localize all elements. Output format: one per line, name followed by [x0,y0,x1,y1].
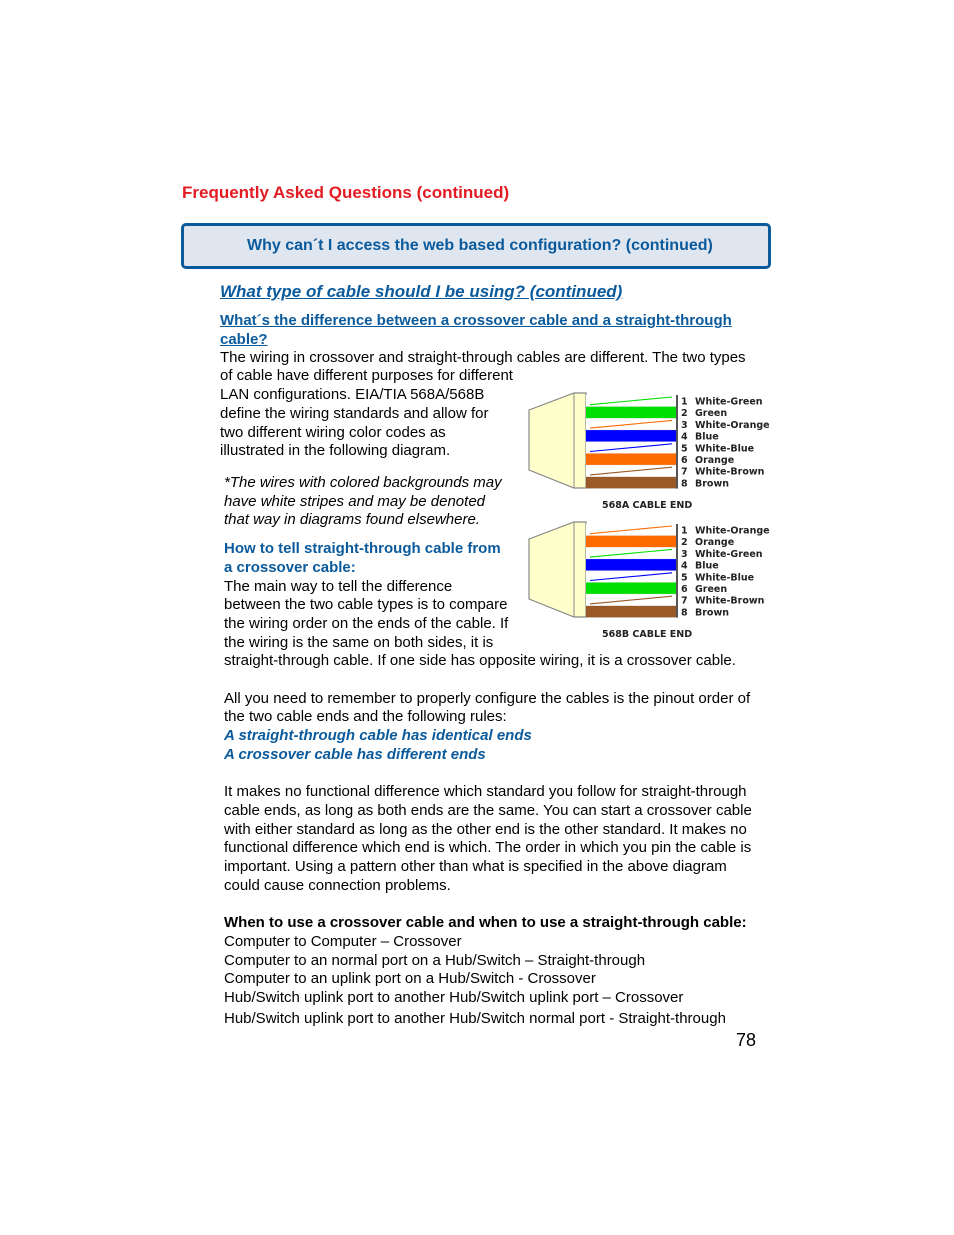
connector-housing [529,522,586,617]
question-heading: What´s the difference between a crossover cable and a straight-through cable? [220,312,732,348]
pin-label: White-Brown [695,466,765,478]
when-to-use-item: Hub/Switch uplink port to another Hub/Switch uplink port – Crossover [224,989,684,1006]
pin-number: 3 [681,419,688,431]
rule-crossover: A crossover cable has different ends [224,746,486,763]
intro-line: LAN configurations. EIA/TIA 568A/568B [220,386,485,403]
pin-number: 5 [681,572,688,584]
note-line: have white stripes and may be denoted [224,493,485,510]
pin-number: 4 [681,431,688,443]
wire-2 [586,536,676,548]
how-to-line: The main way to tell the difference [224,578,453,595]
rule-straight-through: A straight-through cable has identical ends [224,727,532,744]
difference-line: important. Using a pattern other than what is specified in the above diagram [224,858,727,875]
when-to-use-item: Computer to an normal port on a Hub/Switch – Straight-through [224,952,646,969]
how-to-line: the wiring is the same on both sides, it is [224,634,494,651]
pin-number: 7 [681,466,688,478]
568a-cable-end [529,393,770,511]
pin-number: 1 [681,396,688,408]
pin-label: White-Green [695,396,763,408]
pin-number: 6 [681,584,688,595]
how-to-line: between the two cable types is to compare [224,596,508,613]
when-to-use-title: When to use a crossover cable and when to use a straight-through cable: [224,914,747,931]
difference-line: It makes no functional difference which standard you follow for straight-through [224,783,747,800]
pin-number: 7 [681,595,688,607]
wire-2 [586,407,676,419]
pin-number: 8 [681,478,688,490]
pin-label: Blue [695,560,719,572]
pin-number: 4 [681,560,688,572]
pin-number: 5 [681,443,688,455]
wire-4 [586,430,676,442]
pin-label: Brown [695,607,729,619]
pin-number: 8 [681,607,688,619]
page-number: 78 [736,1030,757,1050]
remember-line: the two cable ends and the following rules: [224,708,507,725]
note-line: that way in diagrams found elsewhere. [224,511,480,528]
wire-6 [586,454,676,466]
pin-number: 6 [681,455,688,466]
wire-8 [586,606,676,618]
intro-line: define the wiring standards and allow for [220,405,489,422]
when-to-use-item: Computer to Computer – Crossover [224,933,462,950]
faq-subheading: What type of cable should I be using? (continued) [220,282,623,301]
pin-label: White-Blue [695,443,755,455]
intro-line: of cable have different purposes for different [220,367,513,384]
pin-number: 3 [681,548,688,560]
pin-label: Orange [695,455,735,466]
intro-line: two different wiring color codes as [220,424,446,441]
pin-label: White-Orange [695,525,770,537]
when-to-use-item: Computer to an uplink port on a Hub/Switch - Crossover [224,970,596,987]
how-to-line: straight-through cable. If one side has opposite wiring, it is a crossover cable. [224,652,736,669]
pin-label: White-Green [695,548,763,560]
how-to-line: the wiring order on the ends of the cable. If [224,615,509,632]
pin-number: 2 [681,408,688,420]
568b-cable-end [529,522,770,640]
faq-banner [181,223,771,269]
difference-line: with either standard as long as the other end is the other standard. It makes no [224,821,747,838]
intro-line: illustrated in the following diagram. [220,442,451,459]
pin-label: White-Brown [695,595,765,607]
note-line: *The wires with colored backgrounds may [224,474,502,491]
difference-line: cable ends, as long as both ends are the same. You can start a crossover cable [224,802,752,819]
pin-label: Orange [695,537,735,549]
remember-line: All you need to remember to properly configure the cables is the pinout order of [224,690,751,707]
568a-caption: 568A CABLE END [602,500,693,511]
wire-4 [586,559,676,571]
pin-number: 1 [681,525,688,537]
cable-wiring-diagram [526,388,771,644]
section-title: Frequently Asked Questions (continued) [182,183,510,202]
pin-label: Green [695,408,728,420]
pin-number: 2 [681,537,688,549]
how-to-title: a crossover cable: [224,559,356,576]
intro-line: The wiring in crossover and straight-through cables are different. The two types [220,349,746,366]
pin-label: Blue [695,431,719,443]
when-to-use-item: Hub/Switch uplink port to another Hub/Switch normal port - Straight-through [224,1010,726,1027]
wire-8 [586,477,676,489]
banner-title: Why can´t I access the web based configuration? (continued) [247,237,713,254]
difference-line: could cause connection problems. [224,877,451,894]
pin-label: Brown [695,478,729,490]
how-to-title: How to tell straight-through cable from [224,540,501,557]
pin-label: White-Blue [695,572,755,584]
pin-label: Green [695,584,728,595]
wire-6 [586,583,676,595]
difference-line: functional difference which end is which. The order in which you pin the cable is [224,839,752,856]
568b-caption: 568B CABLE END [602,629,693,640]
pin-label: White-Orange [695,419,770,431]
connector-housing [529,393,586,488]
